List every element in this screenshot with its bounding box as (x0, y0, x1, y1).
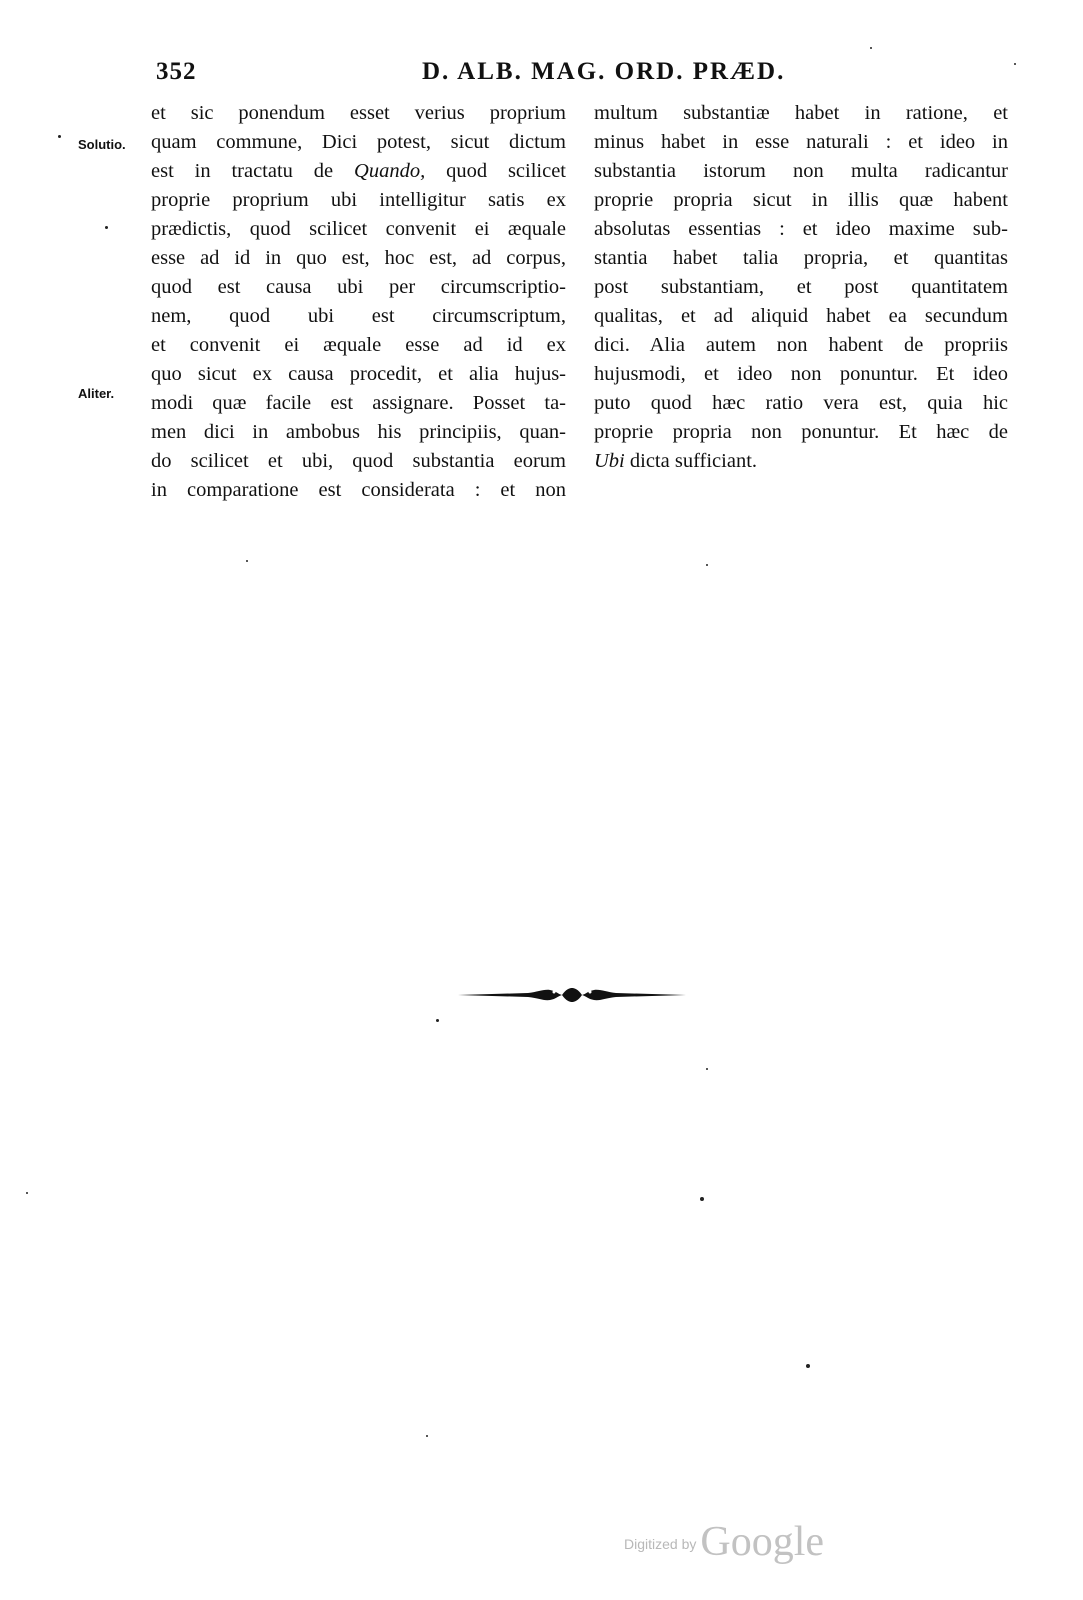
text-line: quod est causa ubi per circumscriptio- (151, 276, 566, 298)
text-line: absolutas essentias : et ideo maxime sub- (594, 218, 1008, 240)
text-line: stantia habet talia propria, et quantitas (594, 247, 1008, 269)
text-line: et convenit ei æquale esse ad id ex (151, 334, 566, 356)
paper-speck (58, 135, 61, 138)
text-segment: quod scilicet (446, 160, 567, 182)
running-title: D. ALB. MAG. ORD. PRÆD. (422, 58, 786, 85)
text-segment: dicta sufficiant. (629, 450, 758, 472)
text-line: dici. Alia autem non habent de propriis (594, 334, 1008, 356)
text-segment: est in tractatu de (151, 160, 334, 182)
text-line: puto quod hæc ratio vera est, quia hic (594, 392, 1008, 414)
google-watermark (624, 1518, 824, 1566)
text-line: nem, quod ubi est circumscriptum, (151, 305, 566, 327)
right-text-column (594, 99, 1008, 476)
text-line: multum substantiæ habet in ratione, et (594, 102, 1008, 124)
text-line: proprie proprium ubi intelligitur satis ex (151, 189, 566, 211)
paper-speck (870, 47, 872, 49)
paper-speck (806, 1364, 810, 1368)
text-line: men dici in ambobus his principiis, quan- (151, 421, 566, 443)
text-line: prædictis, quod scilicet convenit ei æquale (151, 218, 566, 240)
paper-speck (706, 564, 708, 566)
end-ornament (458, 983, 686, 1007)
paper-speck (1014, 63, 1016, 65)
text-line: in comparatione est considerata : et non (151, 479, 566, 501)
paper-speck (706, 1068, 708, 1070)
text-line: quo sicut ex causa procedit, et alia hujus- (151, 363, 566, 385)
text-line: hujusmodi, et ideo non ponuntur. Et ideo (594, 363, 1008, 385)
margin-note-solutio: Solutio. (78, 137, 126, 152)
google-logo: Google (700, 1519, 825, 1565)
text-line: quam commune, Dici potest, sicut dictum (151, 131, 566, 153)
paper-speck (700, 1197, 704, 1201)
italic-term: Ubi (594, 450, 625, 472)
text-line (594, 447, 1008, 476)
text-line: esse ad id in quo est, hoc est, ad corpus, (151, 247, 566, 269)
paper-speck (436, 1019, 439, 1022)
page-header (152, 52, 1007, 92)
text-line: post substantiam, et post quantitatem (594, 276, 1008, 298)
paper-speck (105, 226, 108, 229)
text-line: et sic ponendum esset verius proprium (151, 102, 566, 124)
text-line (151, 157, 566, 186)
margin-note-aliter: Aliter. (78, 386, 115, 401)
paper-speck (426, 1435, 428, 1437)
italic-term: Quando, (354, 160, 426, 182)
paper-speck (26, 1192, 28, 1194)
page-number: 352 (156, 58, 197, 85)
text-line: do scilicet et ubi, quod substantia eorum (151, 450, 566, 472)
text-line: modi quæ facile est assignare. Posset ta- (151, 392, 566, 414)
left-text-column (151, 99, 566, 505)
watermark-prefix: Digitized by (624, 1536, 697, 1552)
text-line: proprie propria non ponuntur. Et hæc de (594, 421, 1008, 443)
paper-speck (246, 560, 248, 562)
text-line: qualitas, et ad aliquid habet ea secundum (594, 305, 1008, 327)
text-line: proprie propria sicut in illis quæ habent (594, 189, 1008, 211)
text-line: minus habet in esse naturali : et ideo in (594, 131, 1008, 153)
text-line: substantia istorum non multa radicantur (594, 160, 1008, 182)
